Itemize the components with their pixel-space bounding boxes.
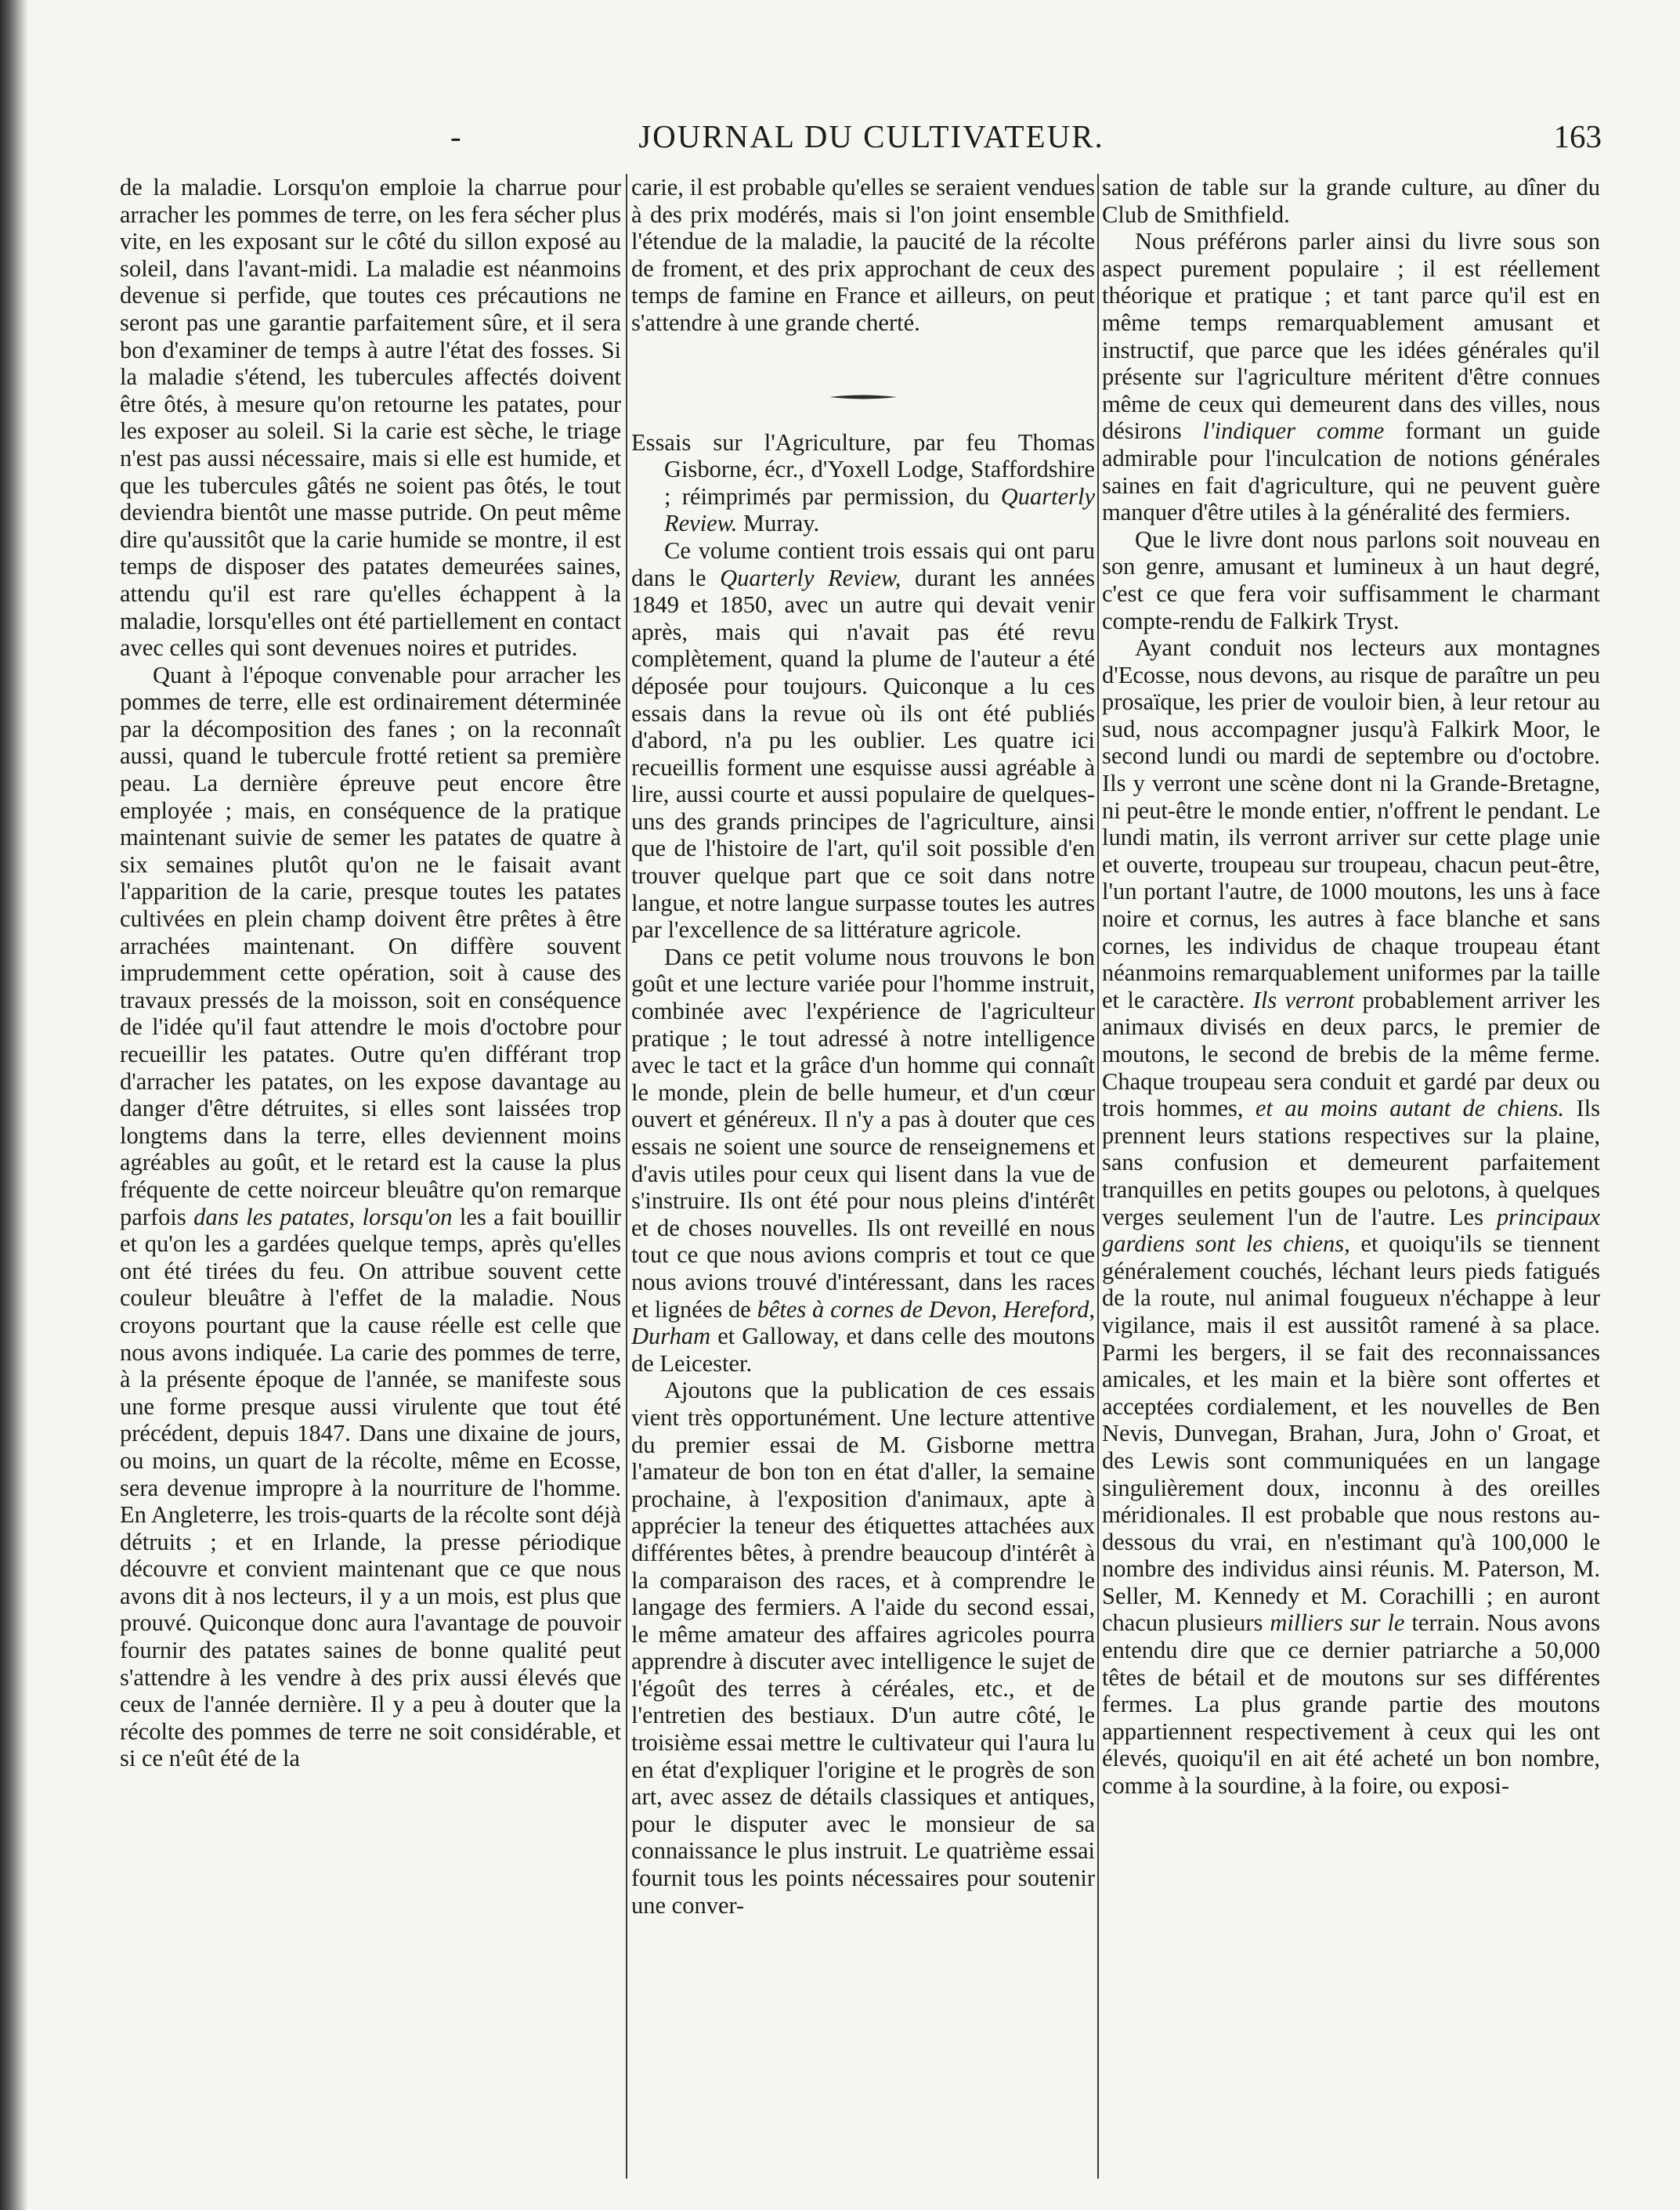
- ornament-icon: [828, 392, 898, 402]
- column-rule-2: [1097, 174, 1099, 2179]
- column-1: [120, 174, 621, 2179]
- section-divider-ornament: [631, 381, 1095, 390]
- header-dash: -: [450, 118, 461, 154]
- paragraph: Ce volume contient trois essais qui ont paru dans le Quarterly Review, durant les années 1849 et 1850, avec un autre qui devait venir après, mais qui n'avait pas été revu complètement, quand la plume de l'auteur a été déposée pour toujours. Quiconque a lu ces essais dans la revue où ils ont été publiés d'abord, n'a pu les oublier. Les quatre ici recueillis forment une esquisse aussi agréable à lire, aussi courte et aussi populaire de quelques-uns des grands principes de l'agriculture, ainsi que de l'histoire de l'art, qu'il soit possible d'en trouver quelque part que ce soit dans notre langue, et notre langue surpasse toutes les autres par l'excellence de sa littérature agricole.: [631, 536, 1095, 944]
- paragraph: carie, il est probable qu'elles se seraient vendues à des prix modérés, mais si l'on joint ensemble l'étendue de la maladie, la paucité de la récolte de froment, et des prix approchant de ceux des temps de famine en France et ailleurs, on peut s'attendre à une grande cherté.: [631, 174, 1095, 336]
- page-number: 163: [1553, 118, 1602, 154]
- paragraph: Ajoutons que la publication de ces essais vient très opportunément. Une lecture attentive du premier essai de M. Gisborne mettra l'amateur de bon ton en état d'aller, la semaine prochaine, à l'exposition d'animaux, apte à apprécier la teneur des étiquettes attachées aux différentes bêtes, à prendre beaucoup d'intérêt à la comparaison des races, et à comprendre le langage des fermiers. A l'aide du second essai, le même amateur des affaires agricoles pourra apprendre à discuter avec intelligence le sujet de l'égoût des terres à céréales, etc., et de l'entretien des bestiaux. D'un autre côté, le troisième essai mettre le cultivateur qui l'aura lu en état d'expliquer l'origine et le progrès de son art, avec assez de détails classiques et antiques, pour le disputer avec le monsieur de sa connaissance le plus instruit. Le quatrième essai fournit tous les points nécessaires pour soutenir une conver-: [631, 1377, 1095, 1919]
- paragraph: Quant à l'époque convenable pour arracher les pommes de terre, elle est ordinairement déterminée par la décomposition des fanes ; on la reconnaît aussi, quand le tubercule frotté retient sa première peau. La dernière épreuve peut encore être employée ; mais, en conséquence de la pratique maintenant suivie de semer les patates de quatre à six semaines plutôt qu'on ne le faisait avant l'apparition de la carie, presque toutes les patates cultivées en plein champ doivent être prêtes à être arrachées maintenant. On diffère souvent imprudemment cette opération, soit à cause des travaux pressés de la moisson, soit en conséquence de l'idée qu'il faut attendre le mois d'octobre pour recueillir les patates. Outre qu'en différant trop d'arracher les patates, on les expose davantage au danger d'être détruites, si elles sont laissées trop longtems dans la terre, elles deviennent moins agréables au goût, et le retard est la cause la plus fréquente de cette noirceur bleuâtre qu'on remarque parfois dans les patates, lorsqu'on les a fait bouillir et qu'on les a gardées quelque temps, après qu'elles ont été tirées du feu. On attribue souvent cette couleur bleuâtre à l'effet de la maladie. Nous croyons pourtant que la cause réelle est celle que nous avons indiquée. La carie des pommes de terre, à la présente époque de l'année, se manifeste sous une forme presque aussi virulente que tout été précédent, depuis 1847. Dans une dixaine de jours, ou moins, un quart de la récolte, même en Ecosse, sera devenue impropre à la nourriture de l'homme. En Angleterre, les trois-quarts de la récolte sont déjà détruits ; et en Irlande, la presse périodique découvre et convient maintenant que ce que nous avons dit à nos lecteurs, il y a un mois, est plus que prouvé. Quiconque donc aura l'avantage de pouvoir fournir des patates saines de bonne qualité peut s'attendre à les vendre à des prix aussi élevés que ceux de l'année dernière. Il y a peu à douter que la récolte des pommes de terre ne soit considérable, et si ce n'eût été de la: [120, 661, 621, 1772]
- paragraph: Que le livre dont nous parlons soit nouveau en son genre, amusant et lumineux à un haut degré, c'est ce que fera voir suffisamment le charmant compte-rendu de Falkirk Tryst.: [1102, 525, 1600, 634]
- paragraph: de la maladie. Lorsqu'on emploie la charrue pour arracher les pommes de terre, on les fera sécher plus vite, en les exposant sur le côté du sillon exposé au soleil, dans l'avant-midi. La maladie est néanmoins devenue si perfide, que toutes ces précautions ne seront pas une garantie parfaitement sûre, et il sera bon d'examiner de temps à autre l'état des fosses. Si la maladie s'étend, les tubercules affectés doivent être ôtés, à mesure qu'on retourne les patates, pour les exposer au soleil. Si la carie est sèche, le triage n'est pas aussi nécessaire, mais si elle est humide, et que les tubercules gâtés ne soient pas ôtés, le tout deviendra bientôt une masse putride. On peut même dire qu'aussitôt que la carie humide se montre, il est temps de disposer des patates demeurées saines, attendu qu'il est rare qu'elles échappent à la maladie, lorsqu'elles ont été partiellement en contact avec celles qui sont devenues noires et putrides.: [120, 174, 621, 662]
- column-3: [1102, 174, 1600, 2179]
- column-2: [631, 174, 1095, 2179]
- paragraph: Ayant conduit nos lecteurs aux montagnes d'Ecosse, nous devons, au risque de paraître un peu prosaïque, les prier de vouloir bien, à leur retour au sud, nous accompagner jusqu'à Falkirk Moor, le second lundi ou mardi de septembre ou d'octobre. Ils y verront une scène dont ni la Grande-Bretagne, ni peut-être le monde entier, n'offrent le pendant. Le lundi matin, ils verront arriver sur cette plage unie et ouverte, troupeau sur troupeau, chacun peut-être, l'un portant l'autre, de 1000 moutons, les uns à face noire et cornus, les autres à face blanche et sans cornes, les individus de chaque troupeau étant néanmoins remarquablement uniformes par la taille et le caractère. Ils verront probablement arriver les animaux divisés en deux parcs, le premier de moutons, le second de brebis de la même ferme. Chaque troupeau sera conduit et gardé par deux ou trois hommes, et au moins autant de chiens. Ils prennent leurs stations respectives sur la plaine, sans confusion et demeurent parfaitement tranquilles en petits goupes ou pelotons, à quelques verges seulement l'un de l'autre. Les principaux gardiens sont les chiens, et quoiqu'ils se tiennent généralement couchés, léchant leurs pieds fatigués de la route, nul animal fougueux n'échappe à leur vigilance, mais il est aussitôt ramené à sa place. Parmi les bergers, il se fait des reconnaissances amicales, et les main et la bière sont offertes et acceptées cordialement, et les nouvelles de Ben Nevis, Dunvegan, Brahan, Jura, John o' Groat, et des Lewis sont communiquées en un langage singulièrement doux, inconnu à des oreilles méridionales. Il est probable que nous restons au-dessous du vrai, en n'estimant qu'à 100,000 le nombre des individus ainsi réunis. M. Paterson, M. Seller, M. Kennedy et M. Corachilli ; en auront chacun plusieurs milliers sur le terrain. Nous avons entendu dire que ce dernier patriarche a 50,000 têtes de bétail et de moutons sur ses différentes fermes. La plus grande partie des moutons appartiennent respectivement à ceux qui les ont élevés, quoiqu'il en ait été acheté un bon nombre, comme à la sourdine, à la foire, ou exposi-: [1102, 634, 1600, 1800]
- running-head: [141, 117, 1602, 161]
- paragraph: Dans ce petit volume nous trouvons le bon goût et une lecture variée pour l'homme instruit, combinée avec l'expérience de l'agriculteur pratique ; le tout adressé à notre intelligence avec le tact et la grâce d'un homme qui connaît le monde, plein de belle humeur, et d'un cœur ouvert et généreux. Il n'y a pas à douter que ces essais ne soient une source de renseignemens et d'avis utiles pour ceux qui lisent dans la vue de s'instruire. Ils ont été pour nous pleins d'intérêt et de choses nouvelles. Ils ont reveillé en nous tout ce que nous avions compris et tout ce que nous avions trouvé d'intéressant, dans les races et lignées de bêtes à cornes de Devon, Hereford, Durham et Galloway, et dans celle des moutons de Leicester.: [631, 943, 1095, 1377]
- paragraph: sation de table sur la grande culture, au dîner du Club de Smithfield.: [1102, 174, 1600, 228]
- column-rule-1: [626, 174, 627, 2179]
- journal-title: JOURNAL DU CULTIVATEUR.: [638, 118, 1104, 154]
- paragraph: Nous préférons parler ainsi du livre sous son aspect purement populaire ; il est réellement théorique et pratique ; et tant parce qu'il est en même temps remarquablement amusant et instructif, que parce que les idées générales qu'il présente sur l'agriculture méritent d'être connues même de ceux qui demeurent dans des villes, nous désirons l'indiquer comme formant un guide admirable pour l'inculcation de notions générales saines en fait d'agriculture, qui ne peuvent guère manquer d'être utiles à la généralité des fermiers.: [1102, 228, 1600, 526]
- review-title: Essais sur l'Agriculture, par feu Thomas Gisborne, écr., d'Yoxell Lodge, Staffordshire ; réimprimés par permission, du Quarterly Review. Murray.: [631, 428, 1095, 537]
